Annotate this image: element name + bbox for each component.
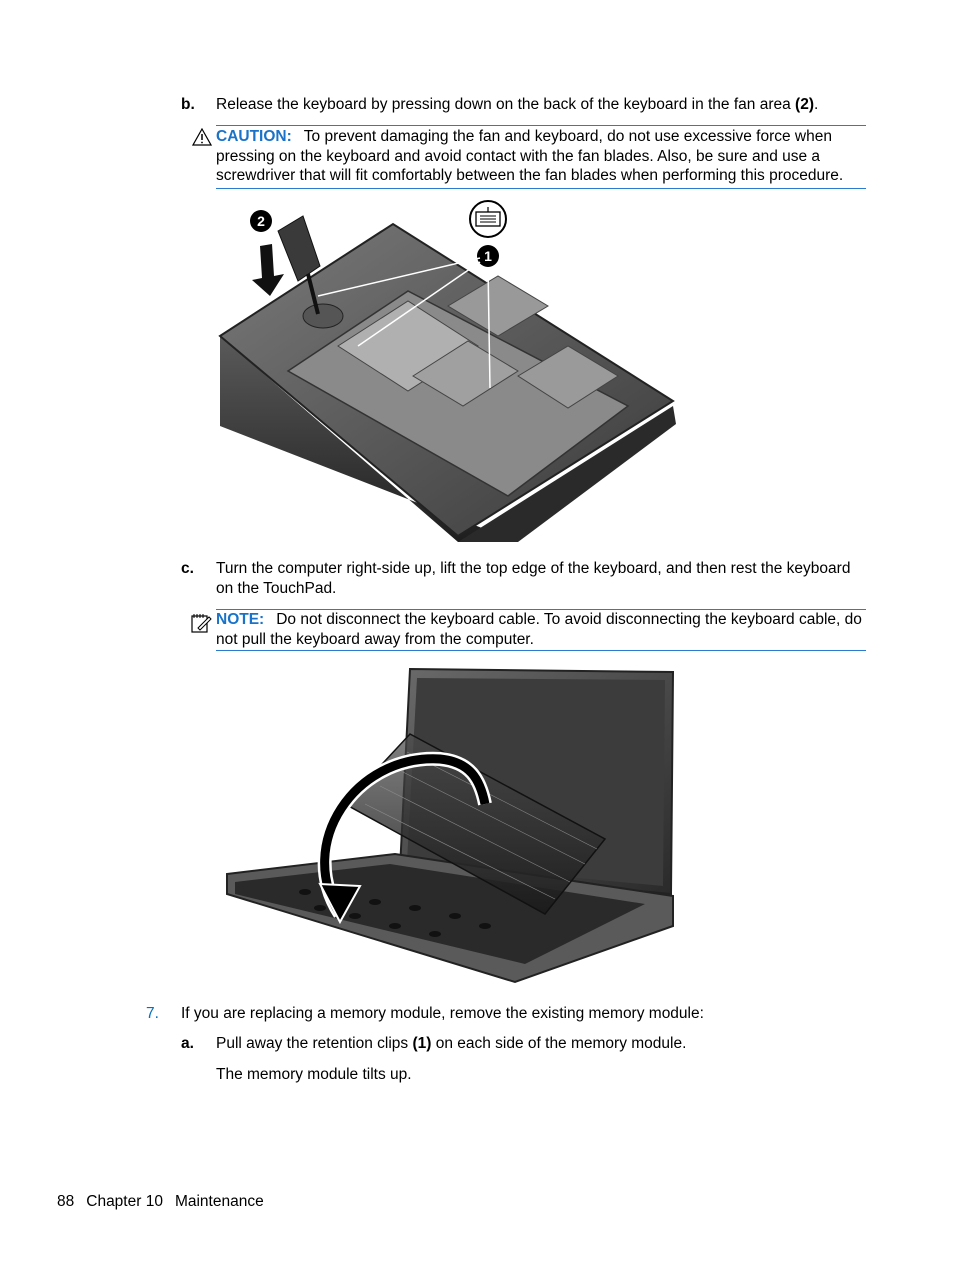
- page-footer: [57, 1192, 276, 1212]
- callout-2: 2: [257, 213, 265, 229]
- caution-notice: [216, 125, 866, 189]
- note-pad-icon: [190, 612, 212, 640]
- step-a-text-after: on each side of the memory module.: [431, 1035, 687, 1052]
- note-text: Do not disconnect the keyboard cable. To avoid disconnecting the keyboard cable, do not pull the keyboard away from the computer.: [216, 611, 862, 648]
- step-7-text: If you are replacing a memory module, remove the existing memory module:: [181, 1005, 704, 1022]
- callout-1: 1: [484, 248, 492, 264]
- step-a-text-before: Pull away the retention clips: [216, 1035, 413, 1052]
- note-label: NOTE:: [216, 611, 265, 628]
- step-b-text: [216, 95, 876, 115]
- footer-title: Maintenance: [174, 1193, 264, 1210]
- step-b-bold: (2): [795, 96, 814, 113]
- step-b-marker: b.: [181, 96, 195, 113]
- step-c-marker: c.: [181, 560, 194, 577]
- page-number: 88: [57, 1193, 75, 1210]
- step-a-text: [216, 1034, 866, 1054]
- figure-keyboard-release: [218, 196, 680, 542]
- note-notice: [216, 609, 866, 651]
- step-7-marker: 7.: [146, 1005, 159, 1022]
- figure-keyboard-lift: [225, 664, 677, 986]
- step-a-result: The memory module tilts up.: [216, 1066, 412, 1083]
- step-b-text-after: .: [814, 96, 819, 113]
- caution-text: To prevent damaging the fan and keyboard, do not use excessive force when pressing on the keyboard and avoid contact with the fan blades. Also, be sure and use a screwdriver that will fit comfortably between the fan blades when performing this procedure.: [216, 128, 844, 184]
- step-b-text-before: Release the keyboard by pressing down on the back of the keyboard in the fan area: [216, 96, 796, 113]
- step-c-text: Turn the computer right-side up, lift the top edge of the keyboard, and then rest the keyboard on the TouchPad.: [216, 560, 851, 597]
- keyboard-icon: [470, 201, 506, 237]
- step-a-bold: (1): [412, 1035, 432, 1052]
- footer-chapter: Chapter 10: [86, 1193, 163, 1210]
- step-a-marker: a.: [181, 1035, 194, 1052]
- caution-label: CAUTION:: [216, 128, 292, 145]
- warning-triangle-icon: [192, 128, 212, 152]
